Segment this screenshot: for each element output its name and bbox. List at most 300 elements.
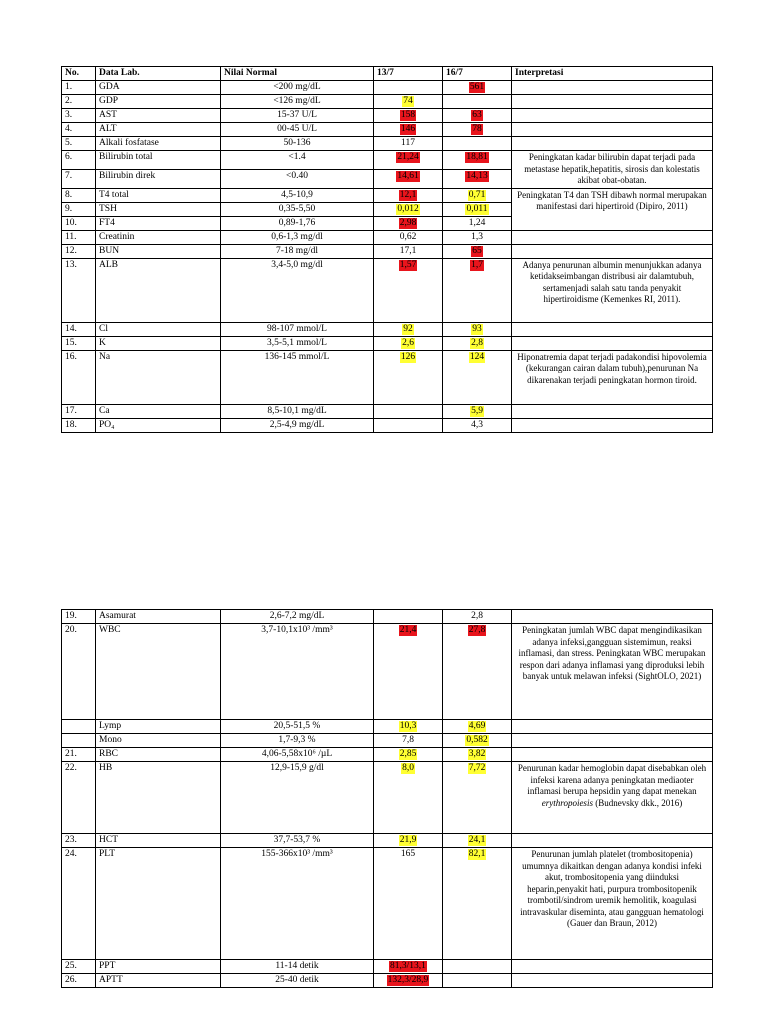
table-row xyxy=(62,188,713,202)
cell-result-16-7-value: 14,13 xyxy=(466,170,488,181)
cell-result-16-7-value: 24,1 xyxy=(468,835,486,845)
cell-no-value: 7. xyxy=(65,170,73,181)
table-row xyxy=(62,404,713,418)
cell-no xyxy=(62,188,96,202)
cell-lab-name xyxy=(96,137,221,151)
cell-no xyxy=(62,610,96,624)
cell-normal-value xyxy=(221,169,374,188)
table-row xyxy=(62,974,713,988)
cell-lab-name xyxy=(96,202,221,216)
cell-result-16-7-value: 78 xyxy=(472,124,482,134)
cell-no xyxy=(62,404,96,418)
cell-result-16-7 xyxy=(443,404,512,418)
cell-lab-name-value: ALT xyxy=(99,124,117,134)
cell-result-16-7-value: 4,69 xyxy=(468,721,486,731)
cell-lab-name xyxy=(96,95,221,109)
cell-result-13-7-value: 14,61 xyxy=(397,170,419,181)
cell-result-16-7-value: 1,24 xyxy=(468,217,486,228)
cell-no xyxy=(62,734,96,748)
cell-lab-name-value: RBC xyxy=(99,749,119,759)
interp-hemoglobin xyxy=(512,762,713,834)
cell-normal-value-value: 4,5-10,9 xyxy=(281,189,313,200)
cell-lab-name-value: WBC xyxy=(99,625,121,635)
cell-lab-name xyxy=(96,81,221,95)
interp-wbc: Peningkatan jumlah WBC dapat mengindikasikan adanya infeksi,gangguan sistemimun, reaksi inflamasi, dan stress. Peningkatan WBC merupakan respon dari adanya inflamasi yang diproduksi lebih banyak untuk melawan infeksi (SightOLO, 2021) xyxy=(512,624,713,720)
cell-result-13-7 xyxy=(374,848,443,960)
interp-tiroid: Peningkatan T4 dan TSH dibawh normal merupakan manifestasi dari hipertiroid (Dipiro, 2011) xyxy=(512,188,713,230)
table-row xyxy=(62,336,713,350)
cell-result-13-7 xyxy=(374,610,443,624)
cell-result-16-7 xyxy=(443,610,512,624)
cell-result-13-7 xyxy=(374,188,443,202)
interp-empty xyxy=(512,230,713,244)
table-row xyxy=(62,151,713,170)
cell-result-13-7 xyxy=(374,960,443,974)
cell-result-16-7 xyxy=(443,762,512,834)
cell-result-16-7-value: 65 xyxy=(472,245,482,256)
table-row xyxy=(62,123,713,137)
cell-normal-value-value: 12,9-15,9 g/dl xyxy=(270,763,324,773)
table-row xyxy=(62,244,713,258)
cell-lab-name xyxy=(96,322,221,336)
interp-empty xyxy=(512,610,713,624)
cell-result-13-7 xyxy=(374,230,443,244)
cell-result-16-7-value: 2,8 xyxy=(471,337,483,348)
cell-result-13-7-value: 81,3/13,1 xyxy=(390,961,426,971)
cell-normal-value xyxy=(221,762,374,834)
cell-lab-name xyxy=(96,610,221,624)
cell-normal-value xyxy=(221,960,374,974)
cell-lab-name-value: GDP xyxy=(99,96,119,106)
cell-normal-value xyxy=(221,109,374,123)
interp-hb-text: Penurunan kadar hemoglobin dapat disebabkan oleh infeksi karena adanya peningkatan mediaoter inflamasi berupa hepsidin yang dapat menekan xyxy=(517,763,707,796)
cell-lab-name xyxy=(96,151,221,170)
table-row xyxy=(62,418,713,432)
table-row xyxy=(62,834,713,848)
cell-normal-value xyxy=(221,188,374,202)
cell-no xyxy=(62,137,96,151)
cell-lab-name xyxy=(96,336,221,350)
cell-result-13-7 xyxy=(374,734,443,748)
cell-no xyxy=(62,336,96,350)
cell-result-16-7-value: 124 xyxy=(469,351,485,362)
cell-result-13-7-value: 21,24 xyxy=(397,152,419,162)
cell-no xyxy=(62,230,96,244)
cell-no xyxy=(62,762,96,834)
cell-lab-name xyxy=(96,748,221,762)
cell-lab-name-value: Ca xyxy=(99,405,110,416)
cell-no-value: 3. xyxy=(65,110,73,120)
cell-lab-name xyxy=(96,720,221,734)
cell-result-16-7 xyxy=(443,258,512,322)
cell-normal-value-value: 3,5-5,1 mmol/L xyxy=(267,337,327,348)
header-no: No. xyxy=(62,67,96,81)
cell-normal-value-value: 136-145 mmol/L xyxy=(264,351,330,362)
cell-lab-name-value: HCT xyxy=(99,835,118,845)
header-data-lab: Data Lab. xyxy=(96,67,221,81)
cell-result-16-7 xyxy=(443,418,512,432)
cell-result-16-7 xyxy=(443,169,512,188)
cell-normal-value-value: 0,35-5,50 xyxy=(278,203,316,214)
cell-result-13-7-value: 7,8 xyxy=(402,735,414,745)
cell-result-13-7-value: 2,6 xyxy=(402,337,414,348)
cell-result-13-7-value: 1,57 xyxy=(399,259,417,270)
cell-no xyxy=(62,109,96,123)
cell-normal-value xyxy=(221,244,374,258)
cell-result-13-7-value: 21,9 xyxy=(399,835,417,845)
cell-result-16-7 xyxy=(443,336,512,350)
cell-result-13-7 xyxy=(374,258,443,322)
table-row xyxy=(62,350,713,404)
cell-no-value: 21. xyxy=(65,749,77,759)
cell-lab-name-value: PO₄ xyxy=(99,419,115,430)
cell-normal-value xyxy=(221,258,374,322)
cell-result-16-7-value: 0,582 xyxy=(466,735,488,745)
cell-normal-value xyxy=(221,974,374,988)
cell-no-value: 2. xyxy=(65,96,73,106)
interp-empty xyxy=(512,404,713,418)
cell-normal-value-value: 8,5-10,1 mg/dL xyxy=(267,405,327,416)
cell-result-13-7-value: 117 xyxy=(401,138,415,148)
cell-normal-value-value: <200 mg/dL xyxy=(273,82,321,92)
cell-result-16-7 xyxy=(443,322,512,336)
cell-result-13-7-value: 0,62 xyxy=(399,231,417,242)
cell-result-16-7-value: 0,011 xyxy=(466,203,488,214)
table-row xyxy=(62,848,713,960)
cell-lab-name-value: Bilirubin direk xyxy=(99,170,156,181)
cell-lab-name-value: GDA xyxy=(99,82,120,92)
cell-normal-value xyxy=(221,151,374,170)
cell-lab-name xyxy=(96,230,221,244)
cell-lab-name xyxy=(96,169,221,188)
cell-normal-value-value: 0,6-1,3 mg/dl xyxy=(271,231,323,242)
cell-normal-value xyxy=(221,720,374,734)
cell-lab-name xyxy=(96,848,221,960)
cell-result-16-7 xyxy=(443,202,512,216)
cell-result-13-7 xyxy=(374,748,443,762)
header-interpretasi: Interpretasi xyxy=(512,67,713,81)
cell-result-16-7 xyxy=(443,188,512,202)
cell-normal-value-value: 3,4-5,0 mg/dl xyxy=(271,259,323,270)
interp-empty xyxy=(512,95,713,109)
cell-normal-value xyxy=(221,734,374,748)
interp-hb-italic: erythropoiesis xyxy=(541,797,593,808)
cell-normal-value-value: 11-14 detik xyxy=(275,961,319,971)
cell-normal-value-value: 37,7-53,7 % xyxy=(273,835,321,845)
cell-result-13-7-value: 2,85 xyxy=(399,749,417,759)
cell-no-value: 16. xyxy=(65,351,77,362)
header-date-2: 16/7 xyxy=(443,67,512,81)
cell-normal-value-value: 2,5-4,9 mg/dL xyxy=(269,419,325,430)
cell-normal-value-value: 20,5-51,5 % xyxy=(273,721,321,731)
cell-no xyxy=(62,624,96,720)
table-row xyxy=(62,762,713,834)
cell-normal-value xyxy=(221,202,374,216)
cell-result-16-7 xyxy=(443,350,512,404)
cell-lab-name-value: TSH xyxy=(99,203,117,214)
interp-empty xyxy=(512,322,713,336)
cell-result-13-7 xyxy=(374,418,443,432)
cell-result-13-7-value: 92 xyxy=(403,323,413,334)
cell-no xyxy=(62,748,96,762)
table-row xyxy=(62,137,713,151)
cell-result-16-7-value: 82,1 xyxy=(468,849,486,859)
cell-normal-value-value: 2,6-7,2 mg/dL xyxy=(269,611,325,621)
cell-result-13-7 xyxy=(374,137,443,151)
cell-result-16-7-value: 7,72 xyxy=(468,763,486,773)
cell-result-13-7-value: 132,3/28,9 xyxy=(387,975,429,985)
cell-normal-value xyxy=(221,624,374,720)
cell-no xyxy=(62,169,96,188)
cell-result-16-7-value: 3,82 xyxy=(468,749,486,759)
cell-normal-value xyxy=(221,404,374,418)
cell-result-13-7-value: 165 xyxy=(400,849,416,859)
interp-empty xyxy=(512,418,713,432)
cell-normal-value-value: 155-366x10³ /mm³ xyxy=(261,849,333,859)
cell-result-13-7-value: 126 xyxy=(400,351,416,362)
cell-result-13-7 xyxy=(374,350,443,404)
cell-result-16-7-value: 1,7 xyxy=(471,259,483,270)
cell-no xyxy=(62,848,96,960)
cell-lab-name xyxy=(96,123,221,137)
cell-result-13-7 xyxy=(374,834,443,848)
cell-lab-name-value: Na xyxy=(99,351,111,362)
cell-result-13-7 xyxy=(374,81,443,95)
cell-result-16-7 xyxy=(443,137,512,151)
cell-no-value: 5. xyxy=(65,138,73,148)
table-row xyxy=(62,109,713,123)
cell-result-16-7 xyxy=(443,720,512,734)
cell-result-16-7 xyxy=(443,848,512,960)
cell-lab-name xyxy=(96,974,221,988)
cell-normal-value xyxy=(221,81,374,95)
cell-result-16-7 xyxy=(443,244,512,258)
table-row xyxy=(62,322,713,336)
cell-no xyxy=(62,216,96,230)
cell-lab-name-value: FT4 xyxy=(99,217,115,228)
cell-normal-value-value: 0,89-1,76 xyxy=(278,217,316,228)
cell-result-13-7 xyxy=(374,336,443,350)
table-row xyxy=(62,960,713,974)
cell-no-value: 23. xyxy=(65,835,77,845)
cell-result-16-7 xyxy=(443,734,512,748)
cell-result-16-7-value: 2,8 xyxy=(471,611,483,621)
cell-no-value: 24. xyxy=(65,849,77,859)
cell-normal-value-value: 4,06-5,58x10⁶ /µL xyxy=(261,749,333,759)
cell-no-value: 8. xyxy=(65,189,73,200)
cell-no-value: 26. xyxy=(65,975,77,985)
cell-result-13-7 xyxy=(374,624,443,720)
cell-lab-name-value: Cl xyxy=(99,323,108,334)
cell-result-13-7-value: 158 xyxy=(400,110,416,120)
interp-albumin: Adanya penurunan albumin menunjukkan adanya ketidakseimbangan distribusi air dalamtubuh, sertamenjadi salah satu tanda penyakit hipertiroidisme (Kemenkes RI, 2011). xyxy=(512,258,713,322)
cell-normal-value-value: 15-37 U/L xyxy=(277,110,317,120)
cell-normal-value-value: 7-18 mg/dl xyxy=(276,245,318,256)
cell-lab-name xyxy=(96,188,221,202)
cell-no xyxy=(62,350,96,404)
cell-result-13-7 xyxy=(374,974,443,988)
cell-normal-value xyxy=(221,336,374,350)
cell-lab-name xyxy=(96,624,221,720)
cell-result-16-7 xyxy=(443,216,512,230)
cell-no xyxy=(62,202,96,216)
cell-result-13-7 xyxy=(374,169,443,188)
cell-normal-value-value: <126 mg/dL xyxy=(273,96,321,106)
cell-lab-name-value: Lymp xyxy=(99,721,122,731)
cell-result-13-7-value: 12,1 xyxy=(399,189,417,200)
table-row xyxy=(62,230,713,244)
cell-normal-value-value: <0.40 xyxy=(286,170,308,181)
interp-platelet: Penurunan jumlah platelet (trombositopenia) umumnya dikaitkan dengan adanya kondisi infeki akut, trombositopenia yang diinduksi heparin,penyakit hati, purpura trombositopenik trombotil/sindrom uremik hemolitik, koagulasi intravaskular diseminta, atau gangguan hematologi (Gauer dan Braun, 2012) xyxy=(512,848,713,960)
cell-no xyxy=(62,418,96,432)
cell-result-13-7-value: 21,4 xyxy=(399,625,417,635)
cell-no-value: 15. xyxy=(65,337,77,348)
cell-normal-value-value: 3,7-10,1x10³ /mm³ xyxy=(261,625,333,635)
cell-result-16-7 xyxy=(443,960,512,974)
table-row xyxy=(62,610,713,624)
table-row xyxy=(62,720,713,734)
interp-hb-citation: (Budnevsky dkk., 2016) xyxy=(592,797,683,808)
cell-result-16-7 xyxy=(443,109,512,123)
cell-result-16-7 xyxy=(443,95,512,109)
table-header-row xyxy=(62,67,713,81)
cell-result-13-7 xyxy=(374,720,443,734)
interp-empty xyxy=(512,748,713,762)
cell-result-13-7-value: 10,3 xyxy=(399,721,417,731)
cell-normal-value xyxy=(221,610,374,624)
cell-normal-value-value: 50-136 xyxy=(283,138,311,148)
cell-normal-value-value: 98-107 mmol/L xyxy=(267,323,327,334)
cell-lab-name xyxy=(96,960,221,974)
cell-result-13-7-value: 8,0 xyxy=(402,763,414,773)
cell-result-16-7-value: 27,8 xyxy=(468,625,486,635)
header-date-1: 13/7 xyxy=(374,67,443,81)
cell-no xyxy=(62,244,96,258)
cell-lab-name-value: K xyxy=(99,337,106,348)
cell-no xyxy=(62,834,96,848)
cell-result-16-7 xyxy=(443,748,512,762)
cell-no-value: 25. xyxy=(65,961,77,971)
cell-normal-value xyxy=(221,216,374,230)
interp-bilirubin: Peningkatan kadar bilirubin dapat terjadi pada metastase hepatik,hepatitis, sirosis dan kolestatis akibat obat-obatan. xyxy=(512,151,713,189)
cell-no xyxy=(62,258,96,322)
cell-lab-name xyxy=(96,834,221,848)
cell-lab-name-value: BUN xyxy=(99,245,120,256)
cell-lab-name-value: AST xyxy=(99,110,117,120)
cell-no xyxy=(62,322,96,336)
interp-empty xyxy=(512,137,713,151)
cell-lab-name-value: Mono xyxy=(99,735,122,745)
cell-result-16-7-value: 4,3 xyxy=(471,419,483,430)
cell-no-value: 20. xyxy=(65,625,77,635)
interp-empty xyxy=(512,336,713,350)
cell-result-16-7 xyxy=(443,81,512,95)
cell-lab-name-value: Creatinin xyxy=(99,231,135,242)
cell-lab-name xyxy=(96,109,221,123)
cell-lab-name xyxy=(96,258,221,322)
cell-result-16-7-value: 0,71 xyxy=(468,189,486,200)
cell-no-value: 6. xyxy=(65,152,73,162)
cell-result-13-7 xyxy=(374,216,443,230)
table-row xyxy=(62,624,713,720)
cell-lab-name-value: ALB xyxy=(99,259,118,270)
interp-empty xyxy=(512,123,713,137)
cell-normal-value xyxy=(221,748,374,762)
interp-empty xyxy=(512,834,713,848)
cell-no xyxy=(62,960,96,974)
cell-normal-value-value: 1,7-9,3 % xyxy=(278,735,316,745)
cell-result-13-7-value: 17,1 xyxy=(399,245,417,256)
cell-no xyxy=(62,720,96,734)
cell-result-16-7-value: 93 xyxy=(472,323,482,334)
cell-no-value: 13. xyxy=(65,259,77,270)
cell-result-16-7 xyxy=(443,230,512,244)
cell-lab-name-value: T4 total xyxy=(99,189,129,200)
cell-result-13-7 xyxy=(374,123,443,137)
cell-no-value: 17. xyxy=(65,405,77,416)
cell-result-13-7-value: 0,012 xyxy=(397,203,419,214)
cell-lab-name xyxy=(96,762,221,834)
cell-result-13-7 xyxy=(374,404,443,418)
cell-lab-name-value: Alkali fosfatase xyxy=(99,138,159,148)
cell-result-13-7-value: 2,98 xyxy=(399,217,417,228)
cell-normal-value xyxy=(221,350,374,404)
cell-normal-value xyxy=(221,322,374,336)
cell-no-value: 18. xyxy=(65,419,77,430)
cell-normal-value xyxy=(221,123,374,137)
header-nilai-normal: Nilai Normal xyxy=(221,67,374,81)
cell-no xyxy=(62,95,96,109)
table-row xyxy=(62,95,713,109)
cell-result-16-7-value: 63 xyxy=(472,110,482,120)
lab-table-2 xyxy=(61,609,713,988)
table-row xyxy=(62,81,713,95)
interp-empty xyxy=(512,81,713,95)
cell-lab-name xyxy=(96,404,221,418)
cell-result-13-7 xyxy=(374,151,443,170)
cell-no-value: 11. xyxy=(65,231,77,242)
cell-normal-value xyxy=(221,230,374,244)
interp-empty xyxy=(512,734,713,748)
cell-result-16-7-value: 561 xyxy=(469,82,485,92)
lab-table-1 xyxy=(61,66,713,433)
interp-natrium: Hiponatremia dapat terjadi padakondisi hipovolemia (kekurangan cairan dalam tubuh),penurunan Na dikarenakan terjadi peningkatan hormon tiroid. xyxy=(512,350,713,404)
cell-no-value: 14. xyxy=(65,323,77,334)
interp-empty xyxy=(512,960,713,974)
cell-no-value: 9. xyxy=(65,203,73,214)
interp-empty xyxy=(512,720,713,734)
cell-no-value: 12. xyxy=(65,245,77,256)
cell-lab-name-value: PLT xyxy=(99,849,116,859)
interp-empty xyxy=(512,109,713,123)
cell-normal-value-value: 00-45 U/L xyxy=(277,124,317,134)
cell-result-16-7-value: 18,81 xyxy=(466,152,488,162)
cell-lab-name-value: Bilirubin total xyxy=(99,152,153,162)
cell-result-16-7 xyxy=(443,974,512,988)
table-row xyxy=(62,258,713,322)
cell-result-13-7-value: 74 xyxy=(403,96,413,106)
cell-lab-name-value: HB xyxy=(99,763,113,773)
cell-normal-value xyxy=(221,834,374,848)
cell-result-16-7-value: 1,3 xyxy=(471,231,483,242)
cell-result-13-7 xyxy=(374,95,443,109)
cell-lab-name-value: PPT xyxy=(99,961,116,971)
cell-no-value: 19. xyxy=(65,611,77,621)
cell-normal-value xyxy=(221,137,374,151)
cell-no xyxy=(62,81,96,95)
cell-result-16-7 xyxy=(443,151,512,170)
cell-no-value: 4. xyxy=(65,124,73,134)
